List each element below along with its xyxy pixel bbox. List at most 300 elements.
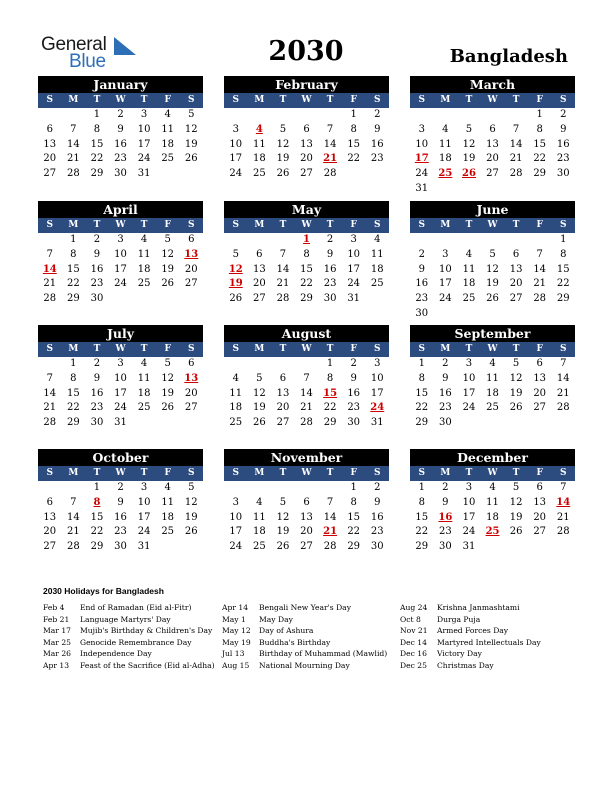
day-cell: 5 xyxy=(164,234,171,245)
holiday-entry xyxy=(400,625,541,637)
day-cell: 28 xyxy=(43,417,57,429)
holiday-day-cell: 14 xyxy=(556,496,571,508)
day-cell: 6 xyxy=(536,482,543,493)
weekday-label: S xyxy=(232,468,240,478)
day-cell: 15 xyxy=(533,138,547,150)
holiday-name: Krishna Janmashtami xyxy=(437,603,520,612)
week-row xyxy=(38,108,203,123)
day-cell: 10 xyxy=(347,248,361,260)
day-cell: 30 xyxy=(347,417,361,429)
day-cell: 1 xyxy=(350,482,357,493)
day-cell: 17 xyxy=(114,263,127,275)
day-cell: 1 xyxy=(93,482,101,493)
day-cell: 28 xyxy=(43,293,57,305)
holiday-entry xyxy=(222,602,387,614)
day-cell: 27 xyxy=(253,293,266,305)
holiday-name: Day of Ashura xyxy=(259,626,314,635)
holiday-name: Christmas Day xyxy=(437,660,494,670)
day-cell: 14 xyxy=(67,511,80,523)
day-cell: 12 xyxy=(509,372,523,384)
month-february xyxy=(224,76,389,182)
day-cell xyxy=(179,540,203,555)
day-cell: 28 xyxy=(67,168,80,180)
day-cell: 25 xyxy=(462,293,476,305)
weekday-label: T xyxy=(93,344,101,354)
day-cell: 21 xyxy=(533,278,547,290)
day-cell: 2 xyxy=(442,482,449,493)
week-row xyxy=(224,167,389,182)
day-cell: 20 xyxy=(300,153,313,165)
holiday-day-cell: 17 xyxy=(414,153,429,165)
day-cell: 25 xyxy=(161,526,175,538)
day-cell: 11 xyxy=(137,372,151,384)
day-cell: 16 xyxy=(347,387,361,399)
day-cell: 18 xyxy=(253,153,266,165)
day-cell xyxy=(551,307,575,322)
holiday-date: May 12 xyxy=(222,626,251,635)
day-cell: 3 xyxy=(117,358,124,369)
day-cell: 22 xyxy=(90,153,104,165)
week-row xyxy=(410,387,575,402)
month-title: November xyxy=(224,449,389,466)
day-cell: 16 xyxy=(114,138,127,150)
day-cell: 16 xyxy=(370,511,384,523)
day-cell: 17 xyxy=(229,153,243,165)
day-cell: 27 xyxy=(276,417,290,429)
day-cell: 22 xyxy=(67,402,80,414)
day-cell: 18 xyxy=(486,387,499,399)
weekday-label: S xyxy=(418,220,426,230)
week-row xyxy=(224,292,389,307)
day-cell: 8 xyxy=(560,248,567,260)
day-cell: 13 xyxy=(300,511,313,523)
day-cell xyxy=(224,233,248,248)
day-cell: 24 xyxy=(462,526,476,538)
weekday-label: W xyxy=(487,95,498,105)
day-cell: 19 xyxy=(509,511,523,523)
day-cell: 17 xyxy=(229,526,243,538)
calendar-year: 2030 xyxy=(268,36,344,67)
day-cell: 29 xyxy=(90,541,104,553)
day-cell: 12 xyxy=(161,248,175,260)
holiday-entry xyxy=(222,625,387,637)
holiday-date: Mar 26 xyxy=(43,649,72,658)
week-row xyxy=(224,481,389,496)
day-cell: 27 xyxy=(184,278,198,290)
day-cell xyxy=(457,416,481,431)
month-april xyxy=(38,201,203,307)
weekday-label: M xyxy=(440,344,451,354)
day-cell: 31 xyxy=(137,168,151,180)
day-cell: 30 xyxy=(114,541,127,553)
day-cell: 24 xyxy=(462,402,476,414)
month-may xyxy=(224,201,389,307)
day-cell: 29 xyxy=(415,417,429,429)
holiday-name: Armed Forces Day xyxy=(437,626,509,635)
weekday-label: T xyxy=(93,95,101,105)
weekday-label: S xyxy=(188,220,195,230)
day-cell: 28 xyxy=(276,293,290,305)
holiday-date: Dec 25 xyxy=(400,660,427,670)
weekday-label: S xyxy=(374,468,381,478)
day-cell: 29 xyxy=(415,541,429,553)
day-cell: 13 xyxy=(509,263,523,275)
holiday-entry xyxy=(400,648,541,660)
holiday-day-cell: 19 xyxy=(228,278,243,290)
weekday-label: T xyxy=(140,344,148,354)
day-cell: 17 xyxy=(114,387,127,399)
day-cell: 23 xyxy=(347,402,361,414)
day-cell: 4 xyxy=(232,372,239,384)
week-row xyxy=(224,152,389,167)
day-cell: 22 xyxy=(556,278,570,290)
day-cell: 28 xyxy=(323,541,337,553)
day-cell xyxy=(179,167,203,182)
day-cell: 5 xyxy=(279,123,287,135)
holiday-date: May 1 xyxy=(222,614,246,624)
day-cell: 31 xyxy=(137,541,151,553)
weekday-label: F xyxy=(350,220,357,230)
day-cell: 4 xyxy=(489,358,496,369)
day-cell: 21 xyxy=(509,153,523,165)
day-cell xyxy=(224,357,248,372)
day-cell: 20 xyxy=(43,153,57,165)
day-cell xyxy=(365,292,389,307)
day-cell: 14 xyxy=(300,387,313,399)
day-cell: 23 xyxy=(370,526,384,538)
day-cell: 9 xyxy=(442,496,449,508)
day-cell: 15 xyxy=(67,387,80,399)
day-cell: 20 xyxy=(300,526,313,538)
day-cell: 22 xyxy=(347,153,361,165)
weekday-label: T xyxy=(93,468,101,478)
week-row xyxy=(410,108,575,123)
day-cell: 23 xyxy=(415,293,429,305)
week-row xyxy=(224,387,389,402)
weekday-label: M xyxy=(254,95,265,105)
weekday-label: W xyxy=(487,220,498,230)
weekday-label: T xyxy=(512,95,520,105)
weekday-label: M xyxy=(440,468,451,478)
day-cell: 10 xyxy=(229,511,243,523)
day-cell: 18 xyxy=(439,153,452,165)
day-cell xyxy=(38,108,62,123)
day-cell: 19 xyxy=(276,526,290,538)
day-cell xyxy=(132,292,156,307)
day-cell: 13 xyxy=(43,511,57,523)
weekday-label: F xyxy=(536,468,543,478)
weekday-header-row xyxy=(38,93,203,108)
day-cell: 25 xyxy=(137,278,151,290)
weekday-header-row xyxy=(224,218,389,233)
day-cell: 13 xyxy=(276,387,290,399)
weekday-label: T xyxy=(512,220,520,230)
day-cell: 24 xyxy=(439,293,452,305)
day-cell: 29 xyxy=(67,417,80,429)
day-cell: 17 xyxy=(370,387,384,399)
holiday-name: Birthday of Muhammad (Mawlid) xyxy=(259,649,388,658)
day-cell: 20 xyxy=(533,511,547,523)
holiday-entry xyxy=(43,660,215,672)
day-cell: 18 xyxy=(161,511,175,523)
weekday-label: F xyxy=(536,344,543,354)
week-row xyxy=(410,357,575,372)
holiday-column xyxy=(400,602,541,671)
day-cell: 10 xyxy=(462,372,476,384)
week-row xyxy=(410,152,575,167)
week-row xyxy=(38,540,203,555)
day-cell: 30 xyxy=(415,307,429,319)
day-cell: 12 xyxy=(161,372,175,384)
weekday-label: F xyxy=(536,95,543,105)
day-cell: 1 xyxy=(536,109,543,120)
week-row xyxy=(38,496,203,511)
month-title: March xyxy=(410,76,575,93)
week-row xyxy=(410,138,575,153)
holiday-name: Mujib's Birthday & Children's Day xyxy=(80,626,213,635)
day-cell: 16 xyxy=(370,138,384,150)
holiday-date: Dec 14 xyxy=(400,637,427,647)
week-row xyxy=(224,357,389,372)
holiday-entry xyxy=(400,614,541,626)
month-title: September xyxy=(410,325,575,342)
day-cell: 9 xyxy=(350,372,357,384)
weekday-label: S xyxy=(374,344,381,354)
day-cell: 27 xyxy=(43,168,57,180)
day-cell: 20 xyxy=(276,402,290,414)
day-cell: 20 xyxy=(533,387,547,399)
day-cell: 14 xyxy=(509,138,523,150)
day-cell xyxy=(457,108,481,123)
weekday-label: S xyxy=(46,95,54,105)
day-cell: 26 xyxy=(253,417,266,429)
weekday-label: S xyxy=(188,344,195,354)
day-cell: 30 xyxy=(556,168,570,180)
day-cell xyxy=(295,357,319,372)
day-cell: 22 xyxy=(533,153,547,165)
day-cell: 26 xyxy=(161,402,175,414)
week-row xyxy=(224,277,389,292)
day-cell: 12 xyxy=(184,123,198,135)
week-row xyxy=(224,123,389,138)
week-row xyxy=(224,248,389,263)
weekday-label: S xyxy=(560,344,567,354)
day-cell: 27 xyxy=(533,526,547,538)
holiday-name: Feast of the Sacrifice (Eid al-Adha) xyxy=(80,660,215,670)
day-cell: 22 xyxy=(90,526,104,538)
month-title: July xyxy=(38,325,203,342)
day-cell: 9 xyxy=(93,372,101,384)
day-cell xyxy=(434,182,458,197)
weekday-label: S xyxy=(418,95,426,105)
weekday-label: T xyxy=(326,468,334,478)
day-cell: 6 xyxy=(279,372,287,384)
day-cell: 31 xyxy=(347,293,361,305)
weekday-label: T xyxy=(326,344,334,354)
day-cell: 20 xyxy=(184,263,198,275)
weekday-label: T xyxy=(512,468,520,478)
day-cell: 10 xyxy=(114,248,127,260)
day-cell xyxy=(156,540,180,555)
week-row xyxy=(38,401,203,416)
day-cell xyxy=(248,481,272,496)
day-cell xyxy=(295,108,319,123)
holiday-day-cell: 25 xyxy=(438,168,453,180)
weekday-header-row xyxy=(410,466,575,481)
weekday-label: T xyxy=(140,95,148,105)
day-cell: 13 xyxy=(300,138,313,150)
weekday-label: S xyxy=(232,344,240,354)
day-cell: 21 xyxy=(556,511,570,523)
day-cell: 2 xyxy=(374,482,381,493)
day-cell: 1 xyxy=(350,109,357,120)
weekday-label: T xyxy=(465,220,473,230)
day-cell: 12 xyxy=(184,496,198,508)
day-cell: 2 xyxy=(93,358,101,369)
week-row xyxy=(410,248,575,263)
week-row xyxy=(224,540,389,555)
week-row xyxy=(410,481,575,496)
day-cell: 17 xyxy=(137,511,151,523)
day-cell: 19 xyxy=(253,402,266,414)
day-cell: 26 xyxy=(229,293,243,305)
holiday-entry xyxy=(43,602,215,614)
day-cell: 1 xyxy=(70,358,77,369)
day-cell: 26 xyxy=(509,526,523,538)
day-cell: 4 xyxy=(164,109,171,120)
day-cell: 1 xyxy=(418,482,425,493)
country-name: Bangladesh xyxy=(449,46,568,67)
day-cell: 23 xyxy=(439,402,452,414)
holiday-name: End of Ramadan (Eid al-Fitr) xyxy=(80,603,192,612)
day-cell: 3 xyxy=(465,358,473,369)
day-cell: 9 xyxy=(442,372,449,384)
day-cell: 2 xyxy=(350,358,357,369)
day-cell: 4 xyxy=(465,248,473,260)
weekday-header-row xyxy=(410,93,575,108)
holiday-date: Apr 14 xyxy=(222,603,249,612)
day-cell: 18 xyxy=(486,511,499,523)
weekday-label: S xyxy=(46,344,54,354)
week-row xyxy=(224,108,389,123)
holiday-date: Aug 24 xyxy=(400,603,428,612)
day-cell: 31 xyxy=(114,417,127,429)
weekday-label: S xyxy=(560,220,567,230)
day-cell: 18 xyxy=(137,263,151,275)
day-cell: 17 xyxy=(347,263,361,275)
holiday-name: Victory Day xyxy=(437,649,482,658)
day-cell: 6 xyxy=(46,123,53,135)
day-cell: 2 xyxy=(117,482,124,493)
weekday-label: T xyxy=(93,220,101,230)
day-cell: 17 xyxy=(462,387,476,399)
week-row xyxy=(224,372,389,387)
holiday-date: Mar 17 xyxy=(43,626,72,635)
day-cell: 3 xyxy=(140,109,148,120)
day-cell: 21 xyxy=(556,387,570,399)
day-cell: 23 xyxy=(370,153,384,165)
holiday-day-cell: 13 xyxy=(184,372,199,384)
day-cell: 9 xyxy=(326,248,334,260)
day-cell: 14 xyxy=(323,511,337,523)
day-cell xyxy=(318,108,342,123)
day-cell xyxy=(295,481,319,496)
day-cell: 16 xyxy=(90,387,104,399)
week-row xyxy=(410,401,575,416)
day-cell: 27 xyxy=(533,402,547,414)
holiday-day-cell: 14 xyxy=(42,263,57,275)
day-cell: 14 xyxy=(533,263,547,275)
day-cell xyxy=(504,416,528,431)
holiday-name: National Mourning Day xyxy=(259,660,350,670)
weekday-label: M xyxy=(68,468,79,478)
day-cell: 12 xyxy=(486,263,499,275)
day-cell: 31 xyxy=(462,541,476,553)
day-cell: 25 xyxy=(253,168,266,180)
day-cell: 5 xyxy=(188,109,195,120)
day-cell xyxy=(481,540,505,555)
day-cell: 6 xyxy=(512,248,520,260)
week-row xyxy=(38,372,203,387)
day-cell: 8 xyxy=(350,496,357,508)
day-cell: 23 xyxy=(323,278,337,290)
day-cell: 30 xyxy=(90,293,104,305)
holiday-day-cell: 21 xyxy=(323,526,338,538)
day-cell: 5 xyxy=(279,496,287,508)
day-cell: 20 xyxy=(184,387,198,399)
day-cell: 18 xyxy=(462,278,476,290)
week-row xyxy=(224,496,389,511)
day-cell: 19 xyxy=(161,387,175,399)
day-cell xyxy=(504,233,528,248)
day-cell: 8 xyxy=(350,123,357,135)
holiday-entry xyxy=(222,648,387,660)
holiday-date: Nov 21 xyxy=(400,626,428,635)
day-cell: 2 xyxy=(418,248,425,260)
weekday-label: S xyxy=(188,95,195,105)
weekday-header-row xyxy=(410,218,575,233)
day-cell xyxy=(434,307,458,322)
month-august xyxy=(224,325,389,431)
day-cell: 14 xyxy=(323,138,337,150)
day-cell: 16 xyxy=(415,278,429,290)
day-cell: 12 xyxy=(276,138,290,150)
weekday-label: M xyxy=(254,468,265,478)
day-cell: 7 xyxy=(560,358,567,369)
day-cell xyxy=(342,167,366,182)
day-cell: 16 xyxy=(114,511,127,523)
day-cell: 6 xyxy=(303,496,310,508)
month-december xyxy=(410,449,575,555)
week-row xyxy=(38,387,203,402)
day-cell: 15 xyxy=(90,138,104,150)
day-cell: 12 xyxy=(276,511,290,523)
weekday-label: T xyxy=(326,220,334,230)
day-cell: 7 xyxy=(560,482,567,493)
day-cell xyxy=(248,233,272,248)
week-row xyxy=(224,233,389,248)
day-cell xyxy=(434,108,458,123)
month-september xyxy=(410,325,575,431)
day-cell: 16 xyxy=(439,387,452,399)
week-row xyxy=(410,167,575,182)
day-cell: 26 xyxy=(276,168,290,180)
day-cell: 21 xyxy=(276,278,290,290)
weekday-header-row xyxy=(38,466,203,481)
day-cell: 3 xyxy=(418,123,425,135)
week-row xyxy=(410,511,575,526)
day-cell: 5 xyxy=(232,248,239,260)
